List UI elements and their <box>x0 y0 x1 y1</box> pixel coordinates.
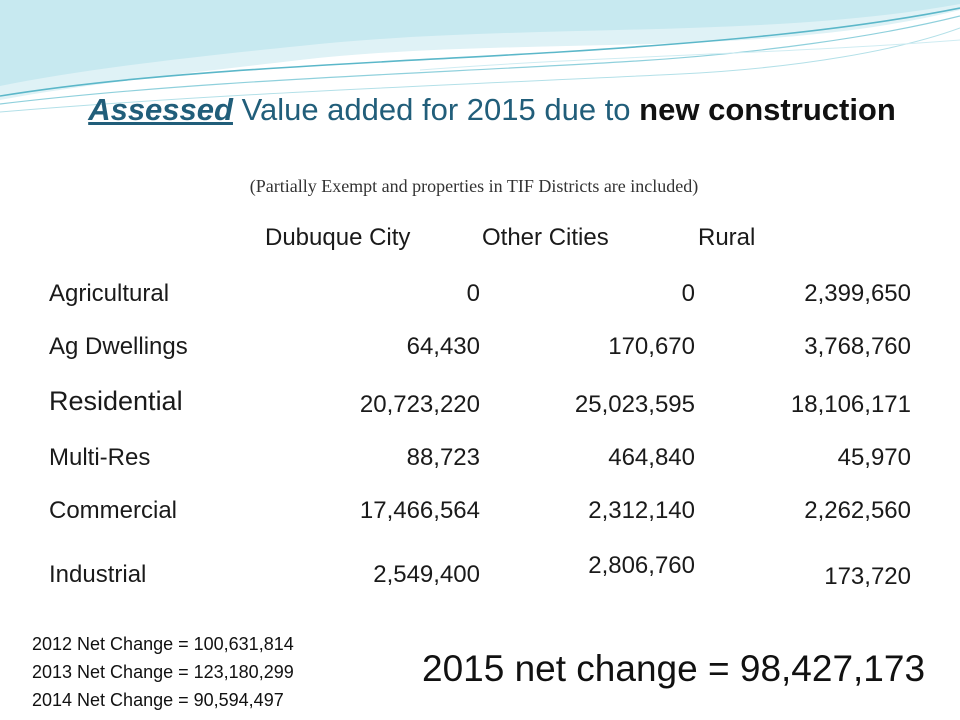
history-line-2012: 2012 Net Change = 100,631,814 <box>32 634 294 654</box>
cell-ag-dwellings-other: 170,670 <box>608 333 695 360</box>
row-label-ag-dwellings: Ag Dwellings <box>49 333 188 360</box>
slide-title <box>0 92 960 128</box>
cell-industrial-rural: 173,720 <box>824 563 911 590</box>
cell-ag-dwellings-rural: 3,768,760 <box>804 333 911 360</box>
row-label-agricultural: Agricultural <box>49 280 170 307</box>
cell-residential-dubuque: 20,723,220 <box>359 391 480 418</box>
cell-residential-other: 25,023,595 <box>574 391 695 418</box>
net-change-total: 2015 net change = 98,427,173 <box>422 648 926 689</box>
cell-multi-res-rural: 45,970 <box>837 444 911 471</box>
row-label-residential: Residential <box>49 386 183 416</box>
cell-residential-rural: 18,106,171 <box>790 391 911 418</box>
net-change-history <box>32 630 294 714</box>
column-header-other-cities: Other Cities <box>482 224 609 251</box>
title-assessed: Assessed <box>88 92 233 127</box>
cell-industrial-other: 2,806,760 <box>588 552 695 579</box>
cell-commercial-other: 2,312,140 <box>588 497 695 524</box>
slide-subtitle: (Partially Exempt and properties in TIF Districts are included) <box>249 176 699 196</box>
cell-ag-dwellings-dubuque: 64,430 <box>406 333 480 360</box>
history-line-2014: 2014 Net Change = 90,594,497 <box>32 690 284 710</box>
row-label-industrial: Industrial <box>49 561 147 588</box>
row-label-commercial: Commercial <box>49 497 178 524</box>
cell-agricultural-dubuque: 0 <box>466 280 480 307</box>
cell-industrial-dubuque: 2,549,400 <box>373 561 480 588</box>
cell-agricultural-rural: 2,399,650 <box>804 280 911 307</box>
title-emphasis: new construction <box>639 92 896 127</box>
cell-multi-res-other: 464,840 <box>608 444 695 471</box>
cell-agricultural-other: 0 <box>681 280 695 307</box>
column-header-dubuque-city: Dubuque City <box>265 224 411 251</box>
history-line-2013: 2013 Net Change = 123,180,299 <box>32 662 294 682</box>
cell-commercial-dubuque: 17,466,564 <box>359 497 480 524</box>
cell-multi-res-dubuque: 88,723 <box>406 444 480 471</box>
title-middle: Value added for 2015 due to <box>232 92 640 127</box>
cell-commercial-rural: 2,262,560 <box>804 497 911 524</box>
row-label-multi-res: Multi-Res <box>49 444 151 471</box>
column-header-rural: Rural <box>698 224 756 251</box>
